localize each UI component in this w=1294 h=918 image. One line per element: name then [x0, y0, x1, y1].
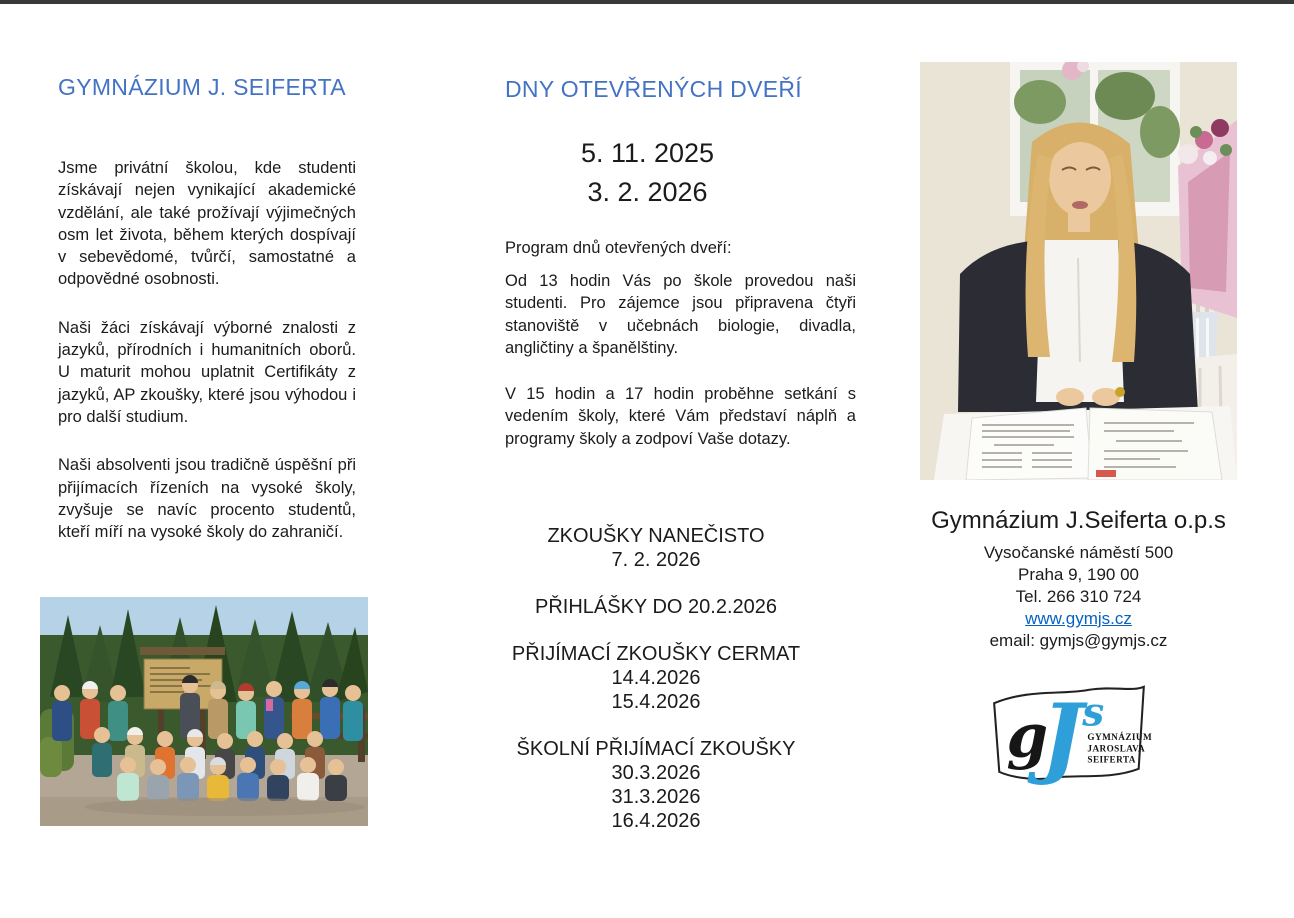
- schedule-date: 16.4.2026: [611, 810, 701, 832]
- students-group-photo: [40, 597, 368, 826]
- schedule-title: ZKOUŠKY NANEČISTO: [547, 525, 765, 547]
- schedule-block-school-exams: [505, 737, 807, 833]
- schedule-title: PŘIJÍMACÍ ZKOUŠKY CERMAT: [511, 643, 801, 665]
- contact-city: Praha 9, 190 00: [1018, 565, 1139, 584]
- program-intro: Program dnů otevřených dveří:: [505, 239, 732, 257]
- logo-text-line2: JAROSLAVA: [1087, 743, 1146, 754]
- website-link[interactable]: www.gymjs.cz: [1025, 609, 1132, 628]
- about-paragraph-2: Naši žáci získávají výborné znalosti z jazyků, přírodních i humanitních oborů. U maturit mohou uplatnit Certifikáty z jazyků, AP zkoušky, které jsou výhodou i pro další studium.: [58, 318, 356, 426]
- open-days-heading: DNY OTEVŘENÝCH DVEŘÍ: [505, 76, 802, 102]
- contact-school-name: Gymnázium J.Seiferta o.p.s: [931, 507, 1226, 534]
- program-paragraph-1: Od 13 hodin Vás po škole provedou naši studenti. Pro zájemce jsou připravena čtyři stanoviště v učebnách biologie, divadla, angličtiny a španělštiny.: [505, 272, 856, 357]
- school-logo: [988, 678, 1152, 794]
- schedule-title: ŠKOLNÍ PŘIJÍMACÍ ZKOUŠKY: [516, 738, 796, 760]
- contact-block: [920, 507, 1237, 652]
- logo-letter-j: J: [1041, 683, 1084, 788]
- logo-text-line1: GYMNÁZIUM: [1087, 732, 1152, 743]
- logo-letter-s: s: [1082, 689, 1105, 736]
- left-column: [58, 74, 356, 569]
- logo-text-line3: SEIFERTA: [1087, 754, 1136, 765]
- schedule-date: 7. 2. 2026: [611, 549, 701, 571]
- schedule-block-cermat: [505, 642, 807, 714]
- contact-phone: Tel. 266 310 724: [1015, 587, 1142, 606]
- contact-street: Vysočanské náměstí 500: [983, 543, 1174, 562]
- schedule-block-applications: [505, 595, 807, 619]
- logo-letter-g: g: [1006, 701, 1049, 772]
- student-reading-photo: [920, 62, 1237, 480]
- schedule-block-mock-exams: [505, 524, 807, 572]
- schedule-date: 14.4.2026: [611, 667, 701, 689]
- about-paragraph-1: Jsme privátní školou, kde studenti získávají nejen vynikající akademické vzdělání, ale také prožívají výjimečných osm let života, během kterých dospívají v sebevědomé, tvůrčí, samostatné a odpovědné osobnosti.: [58, 159, 356, 289]
- schedule-date: 15.4.2026: [611, 691, 701, 713]
- open-day-date-1: 5. 11. 2025: [580, 138, 715, 168]
- schedule-date: 30.3.2026: [611, 762, 701, 784]
- school-heading: GYMNÁZIUM J. SEIFERTA: [58, 74, 346, 100]
- exam-schedule: [505, 524, 807, 856]
- top-border: [0, 0, 1294, 4]
- open-day-dates: [505, 134, 790, 212]
- about-paragraph-3: Naši absolventi jsou tradičně úspěšní při přijímacích řízeních na vysoké školy, zvyšuje se navíc procento studentů, kteří míří na vysoké školy do zahraničí.: [58, 456, 356, 542]
- open-day-date-2: 3. 2. 2026: [587, 177, 708, 207]
- schedule-title: PŘIHLÁŠKY DO 20.2.2026: [535, 596, 777, 618]
- contact-email: email: gymjs@gymjs.cz: [989, 631, 1168, 650]
- schedule-date: 31.3.2026: [611, 786, 701, 808]
- program-paragraphs: [505, 270, 856, 474]
- program-paragraph-2: V 15 hodin a 17 hodin proběhne setkání s vedením školy, které Vám představí náplň a programy školy a zodpoví Vaše dotazy.: [505, 385, 856, 448]
- middle-column-heading-area: [505, 76, 856, 103]
